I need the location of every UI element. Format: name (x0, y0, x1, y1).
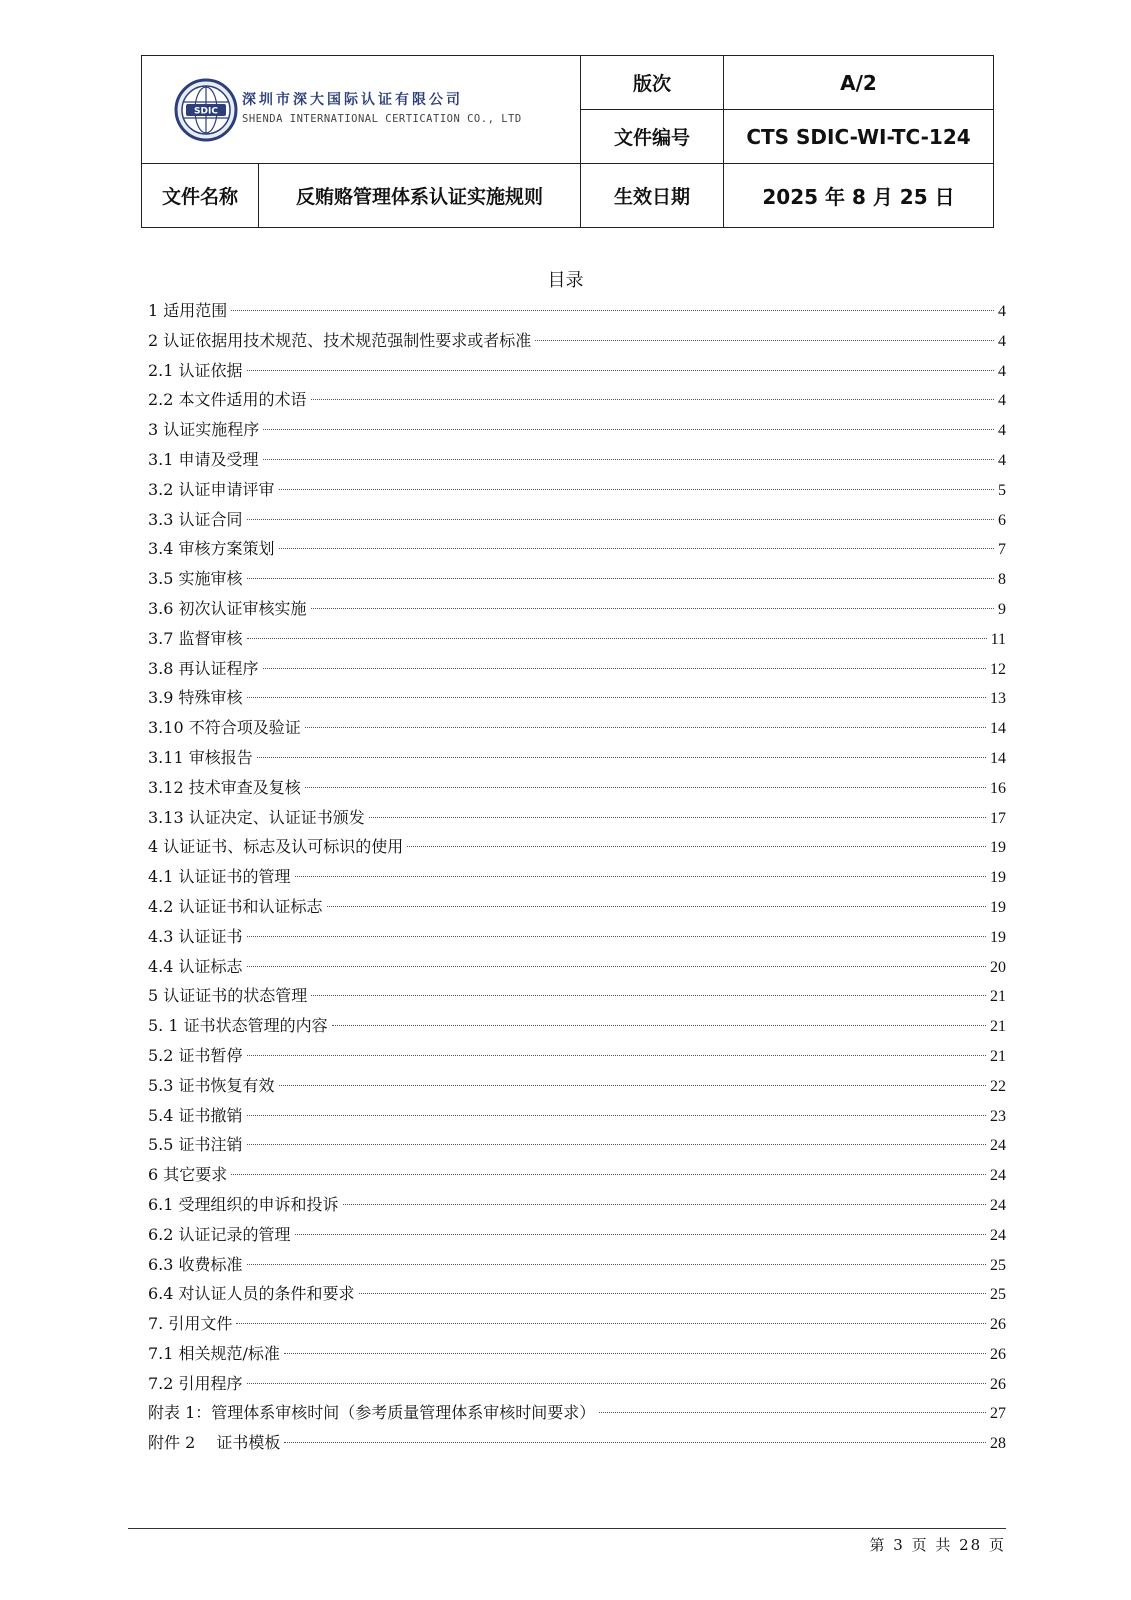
toc-entry-title: 3.10 不符合项及验证 (148, 718, 301, 738)
toc-entry-page: 23 (990, 1107, 1006, 1125)
toc-entry[interactable] (148, 683, 1006, 713)
toc-entry-title: 3.3 认证合同 (148, 509, 243, 529)
toc-entry-page: 4 (998, 303, 1006, 320)
company-logo-cell (142, 56, 581, 164)
toc-entry[interactable] (148, 475, 1006, 505)
toc-entry-page: 24 (990, 1137, 1006, 1155)
toc-entry-title: 2.1 认证依据 (148, 360, 243, 380)
toc-entry-title: 5.3 证书恢复有效 (148, 1075, 275, 1095)
toc-entry-title: 3.11 审核报告 (148, 747, 253, 767)
toc-entry-title: 3 认证实施程序 (148, 420, 260, 440)
toc-entry[interactable] (148, 356, 1006, 386)
footer-divider (128, 1528, 1006, 1529)
toc-dot-leader (407, 845, 986, 847)
toc-entry[interactable] (148, 1250, 1006, 1280)
toc-entry-page: 11 (990, 630, 1006, 648)
toc-dot-leader (284, 1352, 986, 1354)
toc-entry[interactable] (148, 862, 1006, 892)
toc-entry-page: 22 (990, 1077, 1006, 1095)
toc-dot-leader (231, 309, 994, 311)
toc-entry[interactable] (148, 564, 1006, 594)
toc-entry-page: 26 (990, 1345, 1006, 1363)
toc-entry-page: 21 (990, 988, 1006, 1006)
toc-entry-title: 6.3 收费标准 (148, 1254, 243, 1274)
toc-entry[interactable] (148, 445, 1006, 475)
toc-entry-page: 4 (998, 451, 1006, 469)
toc-dot-leader (247, 637, 987, 639)
toc-entry[interactable] (148, 505, 1006, 535)
toc-entry[interactable] (148, 1011, 1006, 1041)
toc-entry-title: 7.2 引用程序 (148, 1373, 243, 1393)
toc-entry-page: 19 (990, 928, 1006, 946)
table-of-contents (148, 296, 1006, 1458)
toc-entry[interactable] (148, 654, 1006, 684)
toc-dot-leader (247, 965, 986, 967)
toc-entry-title: 3.8 再认证程序 (148, 658, 259, 678)
toc-entry[interactable] (148, 743, 1006, 773)
edition-value: A/2 (724, 56, 994, 110)
toc-entry-title: 3.9 特殊审核 (148, 688, 243, 708)
toc-entry-title: 5.4 证书撤销 (148, 1105, 243, 1125)
toc-entry-title: 3.12 技术审查及复核 (148, 777, 301, 797)
toc-dot-leader (247, 1143, 986, 1145)
toc-entry[interactable] (148, 1101, 1006, 1131)
toc-entry-title: 2.2 本文件适用的术语 (148, 390, 307, 410)
toc-entry-page: 20 (990, 958, 1006, 976)
toc-entry-title: 7. 引用文件 (148, 1314, 233, 1334)
toc-entry-title: 3.13 认证决定、认证证书颁发 (148, 807, 365, 827)
toc-entry-page: 6 (998, 511, 1006, 529)
toc-dot-leader (599, 1411, 986, 1413)
toc-entry-page: 13 (990, 690, 1006, 708)
toc-entry-page: 24 (990, 1196, 1006, 1214)
toc-dot-leader (247, 577, 994, 579)
toc-entry-page: 4 (998, 362, 1006, 380)
toc-entry[interactable] (148, 981, 1006, 1011)
toc-entry-title: 6.4 对认证人员的条件和要求 (148, 1284, 355, 1304)
toc-entry[interactable] (148, 594, 1006, 624)
toc-dot-leader (247, 1382, 986, 1384)
toc-entry[interactable] (148, 832, 1006, 862)
toc-entry-title: 5.2 证书暂停 (148, 1045, 243, 1065)
toc-entry-title: 4.1 认证证书的管理 (148, 867, 291, 887)
document-header-table (141, 55, 994, 228)
footer-page-number: 第 3 页 共 28 页 (869, 1536, 1006, 1554)
toc-entry[interactable] (148, 1041, 1006, 1071)
toc-dot-leader (279, 547, 994, 549)
toc-entry[interactable] (148, 385, 1006, 415)
toc-entry-page: 25 (990, 1256, 1006, 1274)
toc-entry-page: 27 (990, 1405, 1006, 1423)
toc-dot-leader (311, 607, 994, 609)
toc-entry[interactable] (148, 1398, 1006, 1428)
toc-entry-page: 14 (990, 720, 1006, 738)
toc-entry[interactable] (148, 1160, 1006, 1190)
toc-entry-page: 4 (998, 332, 1006, 350)
toc-entry[interactable] (148, 296, 1006, 326)
toc-dot-leader (263, 428, 994, 430)
toc-entry[interactable] (148, 713, 1006, 743)
toc-dot-leader (231, 1173, 986, 1175)
doc-number-label: 文件编号 (581, 110, 724, 164)
toc-dot-leader (247, 1114, 986, 1116)
toc-entry-page: 25 (990, 1286, 1006, 1304)
toc-dot-leader (295, 875, 986, 877)
toc-entry[interactable] (148, 952, 1006, 982)
toc-dot-leader (247, 935, 986, 937)
toc-entry-page: 8 (998, 571, 1006, 589)
toc-entry[interactable] (148, 922, 1006, 952)
toc-entry[interactable] (148, 415, 1006, 445)
toc-title: 目录 (547, 270, 584, 291)
toc-entry-title: 6.2 认证记录的管理 (148, 1224, 291, 1244)
toc-entry-title: 1 适用范围 (148, 301, 228, 320)
toc-entry-page: 5 (998, 481, 1006, 499)
toc-dot-leader (247, 696, 986, 698)
edition-label: 版次 (581, 56, 724, 110)
logo-abbrev: SDIC (194, 106, 218, 116)
toc-entry-page: 24 (990, 1226, 1006, 1244)
toc-dot-leader (263, 458, 994, 460)
company-name-en: SHENDA INTERNATIONAL CERTICATION CO., LTD (242, 112, 522, 125)
toc-entry[interactable] (148, 773, 1006, 803)
toc-entry[interactable] (148, 1071, 1006, 1101)
company-name-cn: 深圳市深大国际认证有限公司 (242, 91, 463, 108)
toc-dot-leader (247, 369, 994, 371)
toc-entry-page: 19 (990, 839, 1006, 857)
toc-dot-leader (257, 756, 986, 758)
toc-entry[interactable] (148, 534, 1006, 564)
toc-entry-title: 3.2 认证申请评审 (148, 479, 275, 499)
toc-dot-leader (247, 1054, 986, 1056)
company-logo (142, 78, 580, 142)
toc-entry[interactable] (148, 1309, 1006, 1339)
toc-entry-page: 19 (990, 898, 1006, 916)
toc-entry-page: 26 (990, 1316, 1006, 1334)
toc-entry-title: 4.4 认证标志 (148, 956, 243, 976)
toc-entry-title: 7.1 相关规范/标准 (148, 1343, 280, 1363)
toc-entry[interactable] (148, 1220, 1006, 1250)
toc-entry-title: 3.4 审核方案策划 (148, 539, 275, 559)
toc-entry-title: 5 认证证书的状态管理 (148, 986, 308, 1006)
toc-dot-leader (332, 1024, 986, 1026)
toc-dot-leader (247, 518, 994, 520)
toc-entry-page: 7 (998, 541, 1006, 559)
toc-entry[interactable] (148, 326, 1006, 356)
toc-dot-leader (311, 398, 994, 400)
toc-dot-leader (295, 1233, 986, 1235)
toc-entry[interactable] (148, 1190, 1006, 1220)
toc-entry-title: 5. 1 证书状态管理的内容 (148, 1016, 328, 1036)
doc-name-label: 文件名称 (142, 164, 259, 228)
globe-logo-icon (174, 78, 238, 142)
doc-number-value: CTS SDIC-WI-TC-124 (724, 110, 994, 164)
toc-entry-page: 17 (990, 809, 1006, 827)
toc-entry-title: 附件 2 证书模板 (148, 1433, 281, 1453)
toc-dot-leader (263, 667, 986, 669)
toc-entry-page: 21 (990, 1018, 1006, 1036)
toc-dot-leader (327, 905, 986, 907)
toc-entry[interactable] (148, 1428, 1006, 1458)
toc-dot-leader (535, 339, 994, 341)
toc-entry-title: 4 认证证书、标志及认可标识的使用 (148, 837, 404, 857)
toc-entry-page: 24 (990, 1167, 1006, 1185)
toc-entry-title: 5.5 证书注销 (148, 1135, 243, 1155)
toc-dot-leader (343, 1203, 986, 1205)
effective-date-value: 2025 年 8 月 25 日 (724, 164, 994, 228)
toc-entry-page: 9 (998, 600, 1006, 618)
toc-entry[interactable] (148, 803, 1006, 833)
toc-entry-title: 3.7 监督审核 (148, 628, 243, 648)
toc-dot-leader (369, 816, 986, 818)
effective-date-label: 生效日期 (581, 164, 724, 228)
toc-entry-title: 4.2 认证证书和认证标志 (148, 896, 323, 916)
toc-entry[interactable] (148, 1339, 1006, 1369)
toc-entry-page: 28 (990, 1435, 1006, 1453)
toc-entry-title: 3.1 申请及受理 (148, 449, 259, 469)
toc-dot-leader (311, 994, 986, 996)
toc-entry-page: 21 (990, 1047, 1006, 1065)
toc-entry[interactable] (148, 1130, 1006, 1160)
toc-entry-title: 6.1 受理组织的申诉和投诉 (148, 1194, 339, 1214)
toc-entry[interactable] (148, 1369, 1006, 1399)
toc-dot-leader (279, 488, 994, 490)
toc-dot-leader (305, 726, 986, 728)
toc-entry-page: 12 (990, 660, 1006, 678)
toc-entry-page: 14 (990, 749, 1006, 767)
toc-entry-page: 19 (990, 869, 1006, 887)
toc-entry-page: 26 (990, 1375, 1006, 1393)
toc-dot-leader (305, 786, 986, 788)
toc-dot-leader (359, 1292, 986, 1294)
toc-dot-leader (279, 1084, 986, 1086)
doc-name-value: 反贿赂管理体系认证实施规则 (259, 164, 581, 228)
toc-dot-leader (284, 1441, 986, 1443)
toc-entry[interactable] (148, 624, 1006, 654)
toc-entry-page: 4 (998, 422, 1006, 440)
toc-entry[interactable] (148, 1279, 1006, 1309)
toc-entry-title: 2 认证依据用技术规范、技术规范强制性要求或者标准 (148, 330, 532, 350)
toc-entry[interactable] (148, 892, 1006, 922)
toc-entry-page: 4 (998, 392, 1006, 410)
toc-dot-leader (236, 1322, 986, 1324)
toc-entry-title: 3.5 实施审核 (148, 569, 243, 589)
toc-entry-title: 6 其它要求 (148, 1165, 228, 1185)
toc-entry-title: 附表 1：管理体系审核时间（参考质量管理体系审核时间要求） (148, 1403, 596, 1423)
toc-entry-page: 16 (990, 779, 1006, 797)
toc-dot-leader (247, 1263, 986, 1265)
toc-entry-title: 3.6 初次认证审核实施 (148, 598, 307, 618)
toc-entry-title: 4.3 认证证书 (148, 926, 243, 946)
